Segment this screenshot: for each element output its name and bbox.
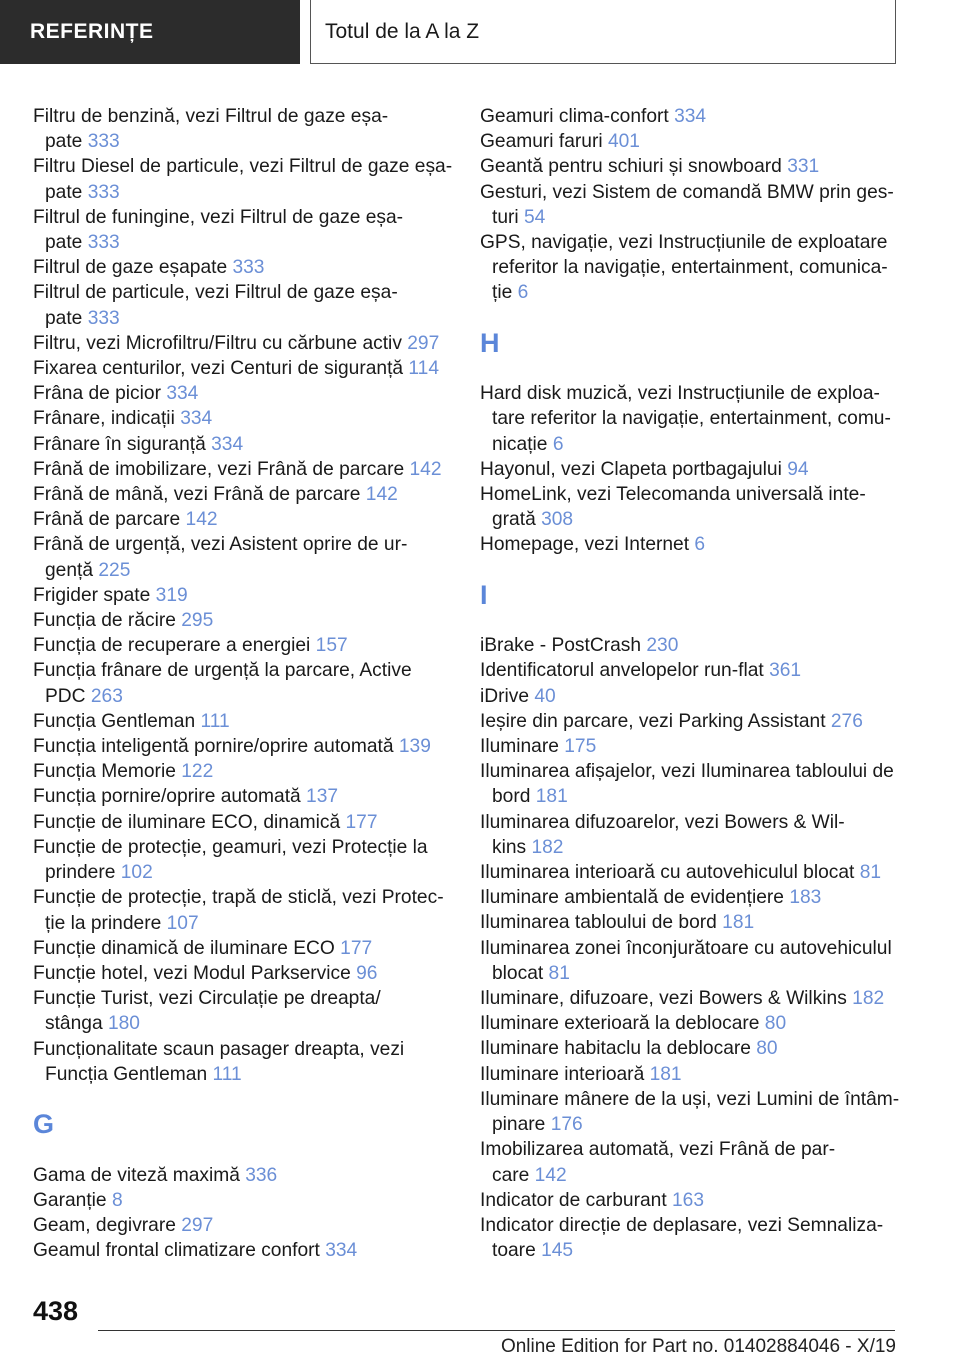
index-term: Garanție: [33, 1189, 107, 1211]
index-column-left: [33, 104, 478, 1263]
index-term: Gesturi, vezi Sistem de comandă BMW prin ges-: [480, 181, 894, 203]
page-reference-link[interactable]: 334: [180, 408, 213, 430]
index-entry: [33, 658, 478, 708]
index-entry: [480, 381, 925, 457]
index-entry: [33, 280, 478, 330]
section-title: REFERINȚE: [30, 20, 154, 43]
index-entry: [33, 1213, 478, 1238]
index-term: Frânare în siguranță: [33, 433, 206, 455]
index-entry: [480, 684, 925, 709]
index-term: Frâna de picior: [33, 383, 161, 405]
index-term: Geamuri faruri: [480, 131, 603, 153]
index-entry: [33, 961, 478, 986]
page-reference-link[interactable]: 54: [524, 206, 546, 228]
index-term: iDrive: [480, 685, 530, 707]
page-reference-link[interactable]: 230: [646, 635, 679, 657]
page-reference-link[interactable]: 334: [211, 433, 244, 455]
index-term: Funcția Memorie: [33, 761, 176, 783]
index-term: Identificatorul anvelopelor run-flat: [480, 660, 764, 682]
index-entry: [480, 1036, 925, 1061]
index-entry: [33, 507, 478, 532]
index-section-letter: G: [33, 1108, 55, 1139]
index-entry: [480, 1188, 925, 1213]
index-entry: [33, 532, 478, 582]
index-entry: [33, 406, 478, 431]
page-reference-link[interactable]: 183: [789, 887, 822, 909]
index-entry: [33, 331, 478, 356]
index-term: Funcția Gentleman: [33, 710, 196, 732]
page-reference-link[interactable]: 163: [672, 1189, 705, 1211]
page-reference-link[interactable]: 107: [166, 912, 199, 934]
page-reference-link[interactable]: 401: [607, 131, 640, 153]
index-term: Funcția pornire/oprire automată: [33, 786, 301, 808]
index-entry: [480, 986, 925, 1011]
index-entry: [33, 1238, 478, 1263]
page-reference-link[interactable]: 142: [365, 484, 398, 506]
page-reference-link[interactable]: 333: [232, 257, 265, 279]
page-reference-link[interactable]: 182: [531, 836, 564, 858]
index-entry: [480, 1213, 925, 1263]
index-term: Hard disk muzică, vezi Instrucțiunile de exploa-: [480, 383, 880, 405]
page-reference-link[interactable]: 6: [694, 534, 706, 556]
index-term: Iluminarea zonei înconjurătoare cu autovehiculul: [480, 937, 892, 959]
index-section-letter: H: [480, 327, 500, 358]
index-term: Iluminarea difuzoarelor, vezi Bowers & Wil-: [480, 811, 845, 833]
index-term: Geamuri clima-confort: [480, 106, 669, 127]
index-entry: [480, 885, 925, 910]
page-reference-link[interactable]: 177: [345, 811, 378, 833]
index-term: Frână de urgență, vezi Asistent oprire de ur-: [33, 534, 408, 556]
index-entry: [480, 734, 925, 759]
index-term-continuation: pinare: [492, 1114, 546, 1136]
page-reference-link[interactable]: 181: [722, 912, 755, 934]
footer-edition: Online Edition for Part no. 01402884046 - X/19: [500, 1336, 896, 1357]
index-entry: [33, 936, 478, 961]
index-term: Funcție Turist, vezi Circulație pe dreapta/: [33, 988, 381, 1010]
page-reference-link[interactable]: 96: [356, 962, 378, 984]
page-reference-link[interactable]: 102: [120, 862, 153, 884]
index-term-continuation: pate: [45, 131, 83, 153]
index-term: Geamul frontal climatizare confort: [33, 1240, 320, 1262]
index-entry: [33, 986, 478, 1036]
index-entry: [33, 1163, 478, 1188]
index-section-letter: I: [480, 579, 488, 610]
page-reference-link[interactable]: 333: [87, 131, 120, 153]
index-term: Funcția inteligentă pornire/oprire automată: [33, 736, 394, 758]
index-term: Funcție de protecție, trapă de sticlă, vezi Protec-: [33, 887, 444, 909]
page-reference-link[interactable]: 319: [155, 584, 188, 606]
index-term: Iluminare habitaclu la deblocare: [480, 1038, 751, 1060]
index-term: Fixarea centurilor, vezi Centuri de siguranță: [33, 358, 404, 380]
page-reference-link[interactable]: 263: [90, 685, 123, 707]
page-reference-link[interactable]: 336: [245, 1164, 278, 1186]
index-term: Iluminare, difuzoare, vezi Bowers & Wilkins: [480, 988, 847, 1010]
index-term: Funcție dinamică de iluminare ECO: [33, 937, 335, 959]
index-term: Filtru, vezi Microfiltru/Filtru cu cărbune activ: [33, 332, 402, 354]
page-reference-link[interactable]: 122: [181, 761, 214, 783]
page-reference-link[interactable]: 334: [325, 1240, 358, 1262]
index-term-continuation: pate: [45, 232, 83, 254]
page-reference-link[interactable]: 142: [409, 458, 442, 480]
section-tab: [0, 0, 300, 64]
page-reference-link[interactable]: 80: [756, 1038, 778, 1060]
index-term: Filtrul de gaze eșapate: [33, 257, 228, 279]
index-entry: [33, 709, 478, 734]
page-reference-link[interactable]: 334: [166, 383, 199, 405]
footer-divider: [98, 1330, 895, 1331]
index-term: Indicator de carburant: [480, 1189, 667, 1211]
index-entry: [33, 583, 478, 608]
index-term-continuation: pate: [45, 307, 83, 329]
index-term: Homepage, vezi Internet: [480, 534, 690, 556]
page-reference-link[interactable]: 295: [181, 610, 214, 632]
index-term-continuation: nicație: [492, 433, 548, 455]
index-term-continuation: prindere: [45, 862, 116, 884]
index-term: Funcționalitate scaun pasager dreapta, vezi: [33, 1038, 405, 1060]
index-term: Frigider spate: [33, 584, 151, 606]
index-entry: [33, 457, 478, 482]
index-term: Iluminarea tabloului de bord: [480, 912, 717, 934]
index-entry: [33, 381, 478, 406]
page-reference-link[interactable]: 331: [787, 156, 820, 178]
index-term: HomeLink, vezi Telecomanda universală inte-: [480, 484, 866, 506]
index-term-continuation: ție: [492, 282, 513, 304]
page-reference-link[interactable]: 361: [769, 660, 802, 682]
index-entry: [33, 1188, 478, 1213]
index-term: Iluminarea afișajelor, vezi Iluminarea tabloului de: [480, 761, 894, 783]
index-entry: [480, 759, 925, 809]
index-term: Iluminare exterioară la deblocare: [480, 1013, 760, 1035]
page-reference-link[interactable]: 139: [398, 736, 431, 758]
index-entry: [480, 658, 925, 683]
page-reference-link[interactable]: 181: [535, 786, 568, 808]
page-reference-link[interactable]: 176: [550, 1114, 583, 1136]
index-term-continuation: blocat: [492, 962, 544, 984]
header-title-box: [310, 0, 896, 64]
index-entry: [33, 255, 478, 280]
index-entry: [33, 835, 478, 885]
index-term-continuation: pate: [45, 181, 83, 203]
index-term-continuation: toare: [492, 1240, 536, 1262]
index-entry: [33, 154, 478, 204]
page-reference-link[interactable]: 6: [517, 282, 529, 304]
index-entry: [33, 734, 478, 759]
index-entry: [480, 633, 925, 658]
index-entry: [480, 532, 925, 557]
index-entry: [33, 1037, 478, 1087]
index-entry: [33, 356, 478, 381]
page-reference-link[interactable]: 276: [830, 710, 863, 732]
index-entry: [480, 1062, 925, 1087]
page-reference-link[interactable]: 40: [534, 685, 556, 707]
index-entry: [480, 154, 925, 179]
index-term: Geam, degivrare: [33, 1214, 176, 1236]
page-reference-link[interactable]: 6: [552, 433, 564, 455]
index-entry: [480, 129, 925, 154]
index-term: Iluminare interioară: [480, 1063, 645, 1085]
page-reference-link[interactable]: 111: [200, 710, 230, 732]
index-entry: [480, 910, 925, 935]
index-term: Iluminarea interioară cu autovehiculul blocat: [480, 862, 855, 884]
page-reference-link[interactable]: 180: [107, 1013, 140, 1035]
index-term: Filtru de benzină, vezi Filtrul de gaze eșa-: [33, 106, 389, 127]
index-term-continuation: Funcția Gentleman: [45, 1063, 208, 1085]
index-term: GPS, navigație, vezi Instrucțiunile de exploatare: [480, 232, 888, 254]
index-entry: [480, 1087, 925, 1137]
index-term: Geantă pentru schiuri și snowboard: [480, 156, 782, 178]
index-term: Filtrul de particule, vezi Filtrul de gaze eșa-: [33, 282, 398, 304]
page-reference-link[interactable]: 297: [407, 332, 440, 354]
page-reference-link[interactable]: 81: [859, 862, 882, 884]
page-title: Totul de la A la Z: [325, 19, 480, 43]
page-reference-link[interactable]: 308: [541, 509, 574, 531]
index-term: Frânare, indicații: [33, 408, 175, 430]
index-term: Iluminare: [480, 736, 559, 758]
page-reference-link[interactable]: 8: [111, 1189, 123, 1211]
index-entry: [33, 104, 478, 154]
page-reference-link[interactable]: 157: [315, 635, 348, 657]
page-reference-link[interactable]: 142: [185, 509, 218, 531]
page-reference-link[interactable]: 114: [408, 358, 440, 380]
index-entry: [480, 810, 925, 860]
index-term-continuation: ție la prindere: [45, 912, 162, 934]
index-term: Iluminare ambientală de evidențiere: [480, 887, 784, 909]
page-reference-link[interactable]: 181: [649, 1063, 682, 1085]
index-term: Frână de imobilizare, vezi Frână de parcare: [33, 458, 405, 480]
index-term-continuation: bord: [492, 786, 531, 808]
index-term-continuation: turi: [492, 206, 519, 228]
index-term: Funcție de protecție, geamuri, vezi Protecție la: [33, 836, 428, 858]
index-term: Funcție de iluminare ECO, dinamică: [33, 811, 341, 833]
index-term: Frână de parcare: [33, 509, 181, 531]
index-term-continuation: grată: [492, 509, 536, 531]
index-term: Funcția de răcire: [33, 610, 176, 632]
page-reference-link[interactable]: 333: [87, 181, 120, 203]
index-term-continuation: PDC: [45, 685, 86, 707]
index-term: iBrake - PostCrash: [480, 635, 642, 657]
index-entry: [33, 885, 478, 935]
page-reference-link[interactable]: 334: [674, 106, 707, 127]
page-reference-link[interactable]: 297: [181, 1214, 214, 1236]
index-entry: [33, 608, 478, 633]
index-entry: [480, 457, 925, 482]
page-reference-link[interactable]: 333: [87, 307, 120, 329]
index-entry: [33, 205, 478, 255]
index-term-continuation: referitor la navigație, entertainment, comunica-: [492, 257, 888, 279]
index-entry: [480, 860, 925, 885]
index-entry: [33, 784, 478, 809]
page-reference-link[interactable]: 225: [98, 559, 131, 581]
index-term: Gama de viteză maximă: [33, 1164, 240, 1186]
page-reference-link[interactable]: 80: [764, 1013, 787, 1035]
page-reference-link[interactable]: 175: [564, 736, 597, 758]
index-term-continuation: kins: [492, 836, 527, 858]
index-entry: [480, 230, 925, 306]
page-reference-link[interactable]: 182: [852, 988, 885, 1010]
index-term: Funcție hotel, vezi Modul Parkservice: [33, 962, 351, 984]
index-entry: [480, 104, 925, 129]
index-entry: [480, 936, 925, 986]
index-term: Imobilizarea automată, vezi Frână de par-: [480, 1139, 836, 1161]
index-entry: [480, 709, 925, 734]
index-term: Iluminare mânere de la uși, vezi Lumini de întâm-: [480, 1088, 900, 1110]
index-entry: [33, 482, 478, 507]
index-term: Filtru Diesel de particule, vezi Filtrul de gaze eșa-: [33, 156, 453, 178]
index-term: Filtrul de funingine, vezi Filtrul de gaze eșa-: [33, 206, 404, 228]
page-reference-link[interactable]: 145: [541, 1240, 574, 1262]
index-term: Funcția frânare de urgență la parcare, Active: [33, 660, 412, 682]
index-term: Hayonul, vezi Clapeta portbagajului: [480, 458, 782, 480]
index-entry: [480, 482, 925, 532]
index-term-continuation: care: [492, 1164, 530, 1186]
index-term: Indicator direcție de deplasare, vezi Semnaliza-: [480, 1214, 884, 1236]
index-term-continuation: tare referitor la navigație, entertainment, comu-: [492, 408, 891, 430]
index-term: Ieșire din parcare, vezi Parking Assistant: [480, 710, 826, 732]
page-reference-link[interactable]: 177: [340, 937, 373, 959]
index-term-continuation: stânga: [45, 1013, 103, 1035]
page-reference-link[interactable]: 81: [548, 962, 570, 984]
index-column-right: [480, 104, 925, 1263]
index-entry: [480, 1137, 925, 1187]
index-entry: [33, 432, 478, 457]
page-reference-link[interactable]: 333: [87, 232, 120, 254]
index-term: Frână de mână, vezi Frână de parcare: [33, 484, 361, 506]
index-term-continuation: gență: [45, 559, 94, 581]
page-reference-link[interactable]: 111: [212, 1063, 242, 1085]
page-reference-link[interactable]: 94: [787, 458, 809, 480]
index-entry: [480, 1011, 925, 1036]
index-entry: [33, 810, 478, 835]
page-reference-link[interactable]: 142: [534, 1164, 567, 1186]
index-entry: [33, 759, 478, 784]
page-number: 438: [33, 1296, 79, 1326]
page-reference-link[interactable]: 137: [306, 786, 339, 808]
index-entry: [480, 180, 925, 230]
index-term: Funcția de recuperare a energiei: [33, 635, 311, 657]
index-entry: [33, 633, 478, 658]
